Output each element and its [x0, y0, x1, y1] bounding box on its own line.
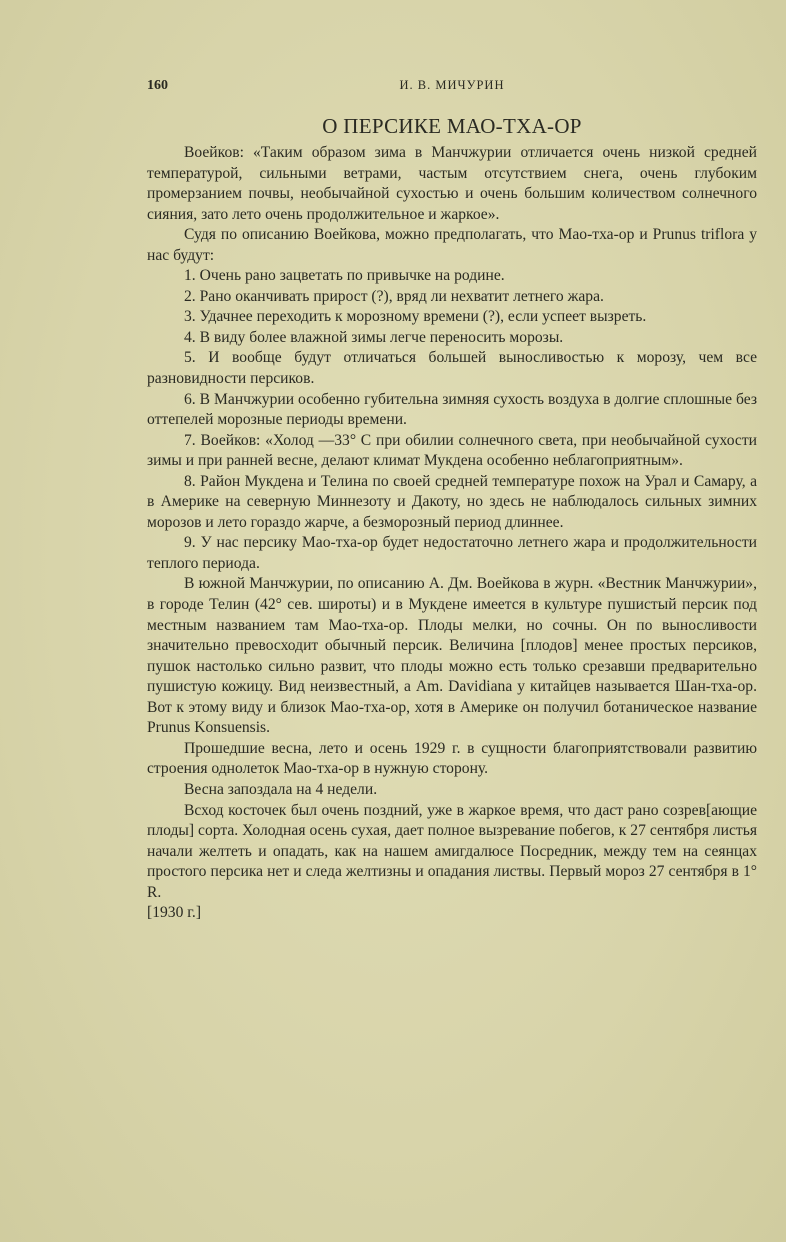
list-item: 7. Воейков: «Холод —33° С при обилии солнечного света, при необычайной сухости зимы и при ранней весне, делают климат Мукдена особенно неблагоприятным». [147, 431, 757, 470]
article-body [147, 143, 757, 924]
page-header [147, 78, 757, 98]
list-item: 2. Рано оканчивать прирост (?), вряд ли нехватит летнего жара. [184, 287, 604, 305]
paragraph: Судя по описанию Воейкова, можно предполагать, что Мао-тха-ор и Prunus triflora у нас будут: [147, 226, 757, 264]
paragraph: В южной Манчжурии, по описанию А. Дм. Воейкова в журн. «Вестник Манчжурии», в городе Телин (42° сев. широты) и в Мукдене имеется в культуре пушистый персик под местным названием там Мао-тха-ор. Плоды мелки, но сочны. Он по выносливости значительно превосходит обычный персик. Величина [плодов] менее простых персиков, пушок настолько сильно развит, что плоды можно есть только срезавши предварительно пушистую кожицу. Вид неизвестный, а Am. Davidiana у китайцев называется Шан-тха-ор. Вот к этому виду и близок Мао-тха-ор, хотя в Америке он получил ботаническое название Prunus Konsuensis. [147, 575, 757, 737]
page-number: 160 [147, 78, 168, 93]
list-item: 1. Очень рано зацветать по привычке на родине. [184, 267, 505, 285]
date-note: [1930 г.] [147, 904, 202, 922]
running-title: И. В. МИЧУРИН [399, 78, 505, 92]
list-item: 3. Удачнее переходить к морозному времени (?), если успеет вызреть. [184, 308, 647, 326]
article-title: О ПЕРСИКЕ МАО-ТХА-ОР [322, 114, 582, 138]
list-item: 5. И вообще будут отличаться большей выносливостью к морозу, чем все разновидности персиков. [147, 349, 757, 388]
paragraph: Всход косточек был очень поздний, уже в жаркое время, что даст рано созрев[ающие плоды] сорта. Холодная осень сухая, дает полное вызревание побегов, к 27 сентября листья начали желтеть и опадать, как на нашем амигдалюсе Посредник, между тем на сеянцах простого персика нет и следа желтизны и опадания листвы. Первый мороз 27 сентября в 1° R. [147, 801, 757, 901]
paragraph: Весна запоздала на 4 недели. [184, 780, 378, 798]
list-item: 6. В Манчжурии особенно губительна зимняя сухость воздуха в долгие сплошные без оттепелей морозные периоды времени. [147, 390, 757, 429]
list-item: 9. У нас персику Мао-тха-ор будет недостаточно летнего жара и продолжительности теплого периода. [147, 534, 757, 572]
paragraph: Воейков: «Таким образом зима в Манчжурии отличается очень низкой средней температурой, сильными ветрами, частым отсутствием снега, очень глубоким промерзанием почвы, необычайной сухостью и очень большим количеством солнечного сияния, зато лето очень продолжительное и жаркое». [147, 144, 757, 223]
list-item: 4. В виду более влажной зимы легче переносить морозы. [184, 328, 564, 346]
paragraph: Прошедшие весна, лето и осень 1929 г. в сущности благоприятствовали развитию строения однолеток Мао-тха-ор в нужную сторону. [147, 739, 757, 778]
list-item: 8. Район Мукдена и Телина по своей средней температуре похож на Урал и Самару, а в Америке на северную Миннезоту и Дакоту, но здесь не наблюдалось сильных зимних морозов и лето гораздо жарче, а безморозный период длиннее. [147, 472, 757, 531]
